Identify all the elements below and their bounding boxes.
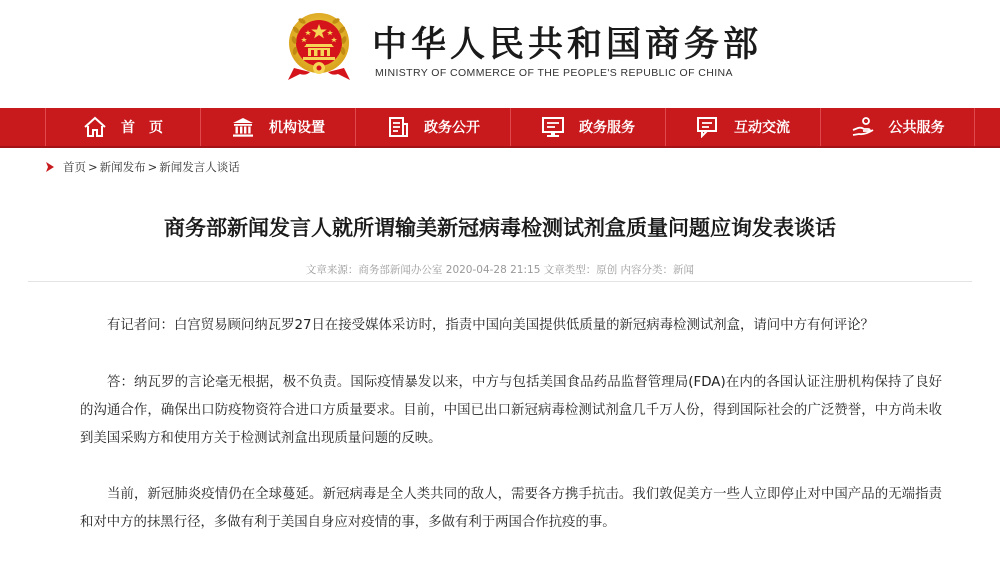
article-meta: 文章来源：商务部新闻办公室 2020-04-28 21:15 文章类型：原创 内容分类：新闻	[305, 264, 695, 276]
article-paragraph: 答：纳瓦罗的言论毫无根据，极不负责。国际疫情暴发以来，中方与包括美国食品药品监督管理局(FDA)在内的各国认证注册机构保持了良好的沟通合作，确保出口防疫物资符合进口方质量要求。目前，中国已出口新冠病毒检测试剂盒几千万人份，得到国际社会的广泛赞誉，中方尚未收到美国采购方和使用方关于检测试剂盒出现质量问题的反映。	[80, 375, 942, 446]
nav-item-public-services[interactable]	[820, 108, 975, 146]
breadcrumb-arrow-icon	[45, 161, 55, 173]
nav-item-government-services[interactable]	[510, 108, 665, 146]
article-paragraph: 当前，新冠肺炎疫情仍在全球蔓延。新冠病毒是全人类共同的敌人，需要各方携手抗击。我们敦促美方一些人立即停止对中国产品的无端指责和对中方的抹黑行径，多做有利于美国自身应对疫情的事，多做有利于两国合作抗疫的事。	[80, 487, 942, 530]
breadcrumb-separator: >	[147, 160, 158, 174]
nav-item-label: 政务服务	[579, 120, 635, 136]
hand-service-icon	[851, 116, 875, 138]
nav-item-label: 公共服务	[888, 120, 945, 136]
nav-item-government-affairs[interactable]	[355, 108, 510, 146]
site-header	[0, 0, 1000, 108]
institution-icon	[231, 116, 255, 138]
national-emblem-icon[interactable]	[286, 10, 352, 82]
breadcrumb-separator: >	[88, 160, 98, 174]
article-paragraph: 有记者问：白宫贸易顾问纳瓦罗27日在接受媒体采访时，指责中国向美国提供低质量的新冠病毒检测试剂盒，请问中方有何评论？	[107, 318, 874, 333]
breadcrumb	[45, 158, 240, 176]
nav-item-label: 首 页	[121, 120, 163, 136]
nav-item-home[interactable]	[45, 108, 200, 146]
breadcrumb-home[interactable]: 首页	[63, 160, 86, 174]
article-title: 商务部新闻发言人就所谓输美新冠病毒检测试剂盒质量问题应询发表谈话	[164, 216, 836, 240]
nav-item-label: 政务公开	[424, 120, 480, 136]
nav-item-label: 机构设置	[269, 120, 325, 136]
chat-icon	[696, 116, 720, 138]
breadcrumb-news-release[interactable]: 新闻发布	[99, 160, 146, 174]
main-nav	[0, 108, 1000, 148]
nav-item-label: 互动交流	[734, 120, 790, 136]
breadcrumb-spokesperson-remarks[interactable]: 新闻发言人谈话	[159, 160, 240, 174]
home-icon	[83, 116, 107, 138]
divider	[28, 281, 972, 282]
document-icon	[386, 116, 410, 138]
site-title[interactable]: 中华人民共和国商务部	[372, 25, 763, 65]
site-title-english: MINISTRY OF COMMERCE OF THE PEOPLE'S REPUBLIC OF CHINA	[375, 67, 733, 79]
nav-item-institutions[interactable]	[200, 108, 355, 146]
monitor-icon	[541, 116, 565, 138]
nav-item-interaction[interactable]	[665, 108, 820, 146]
